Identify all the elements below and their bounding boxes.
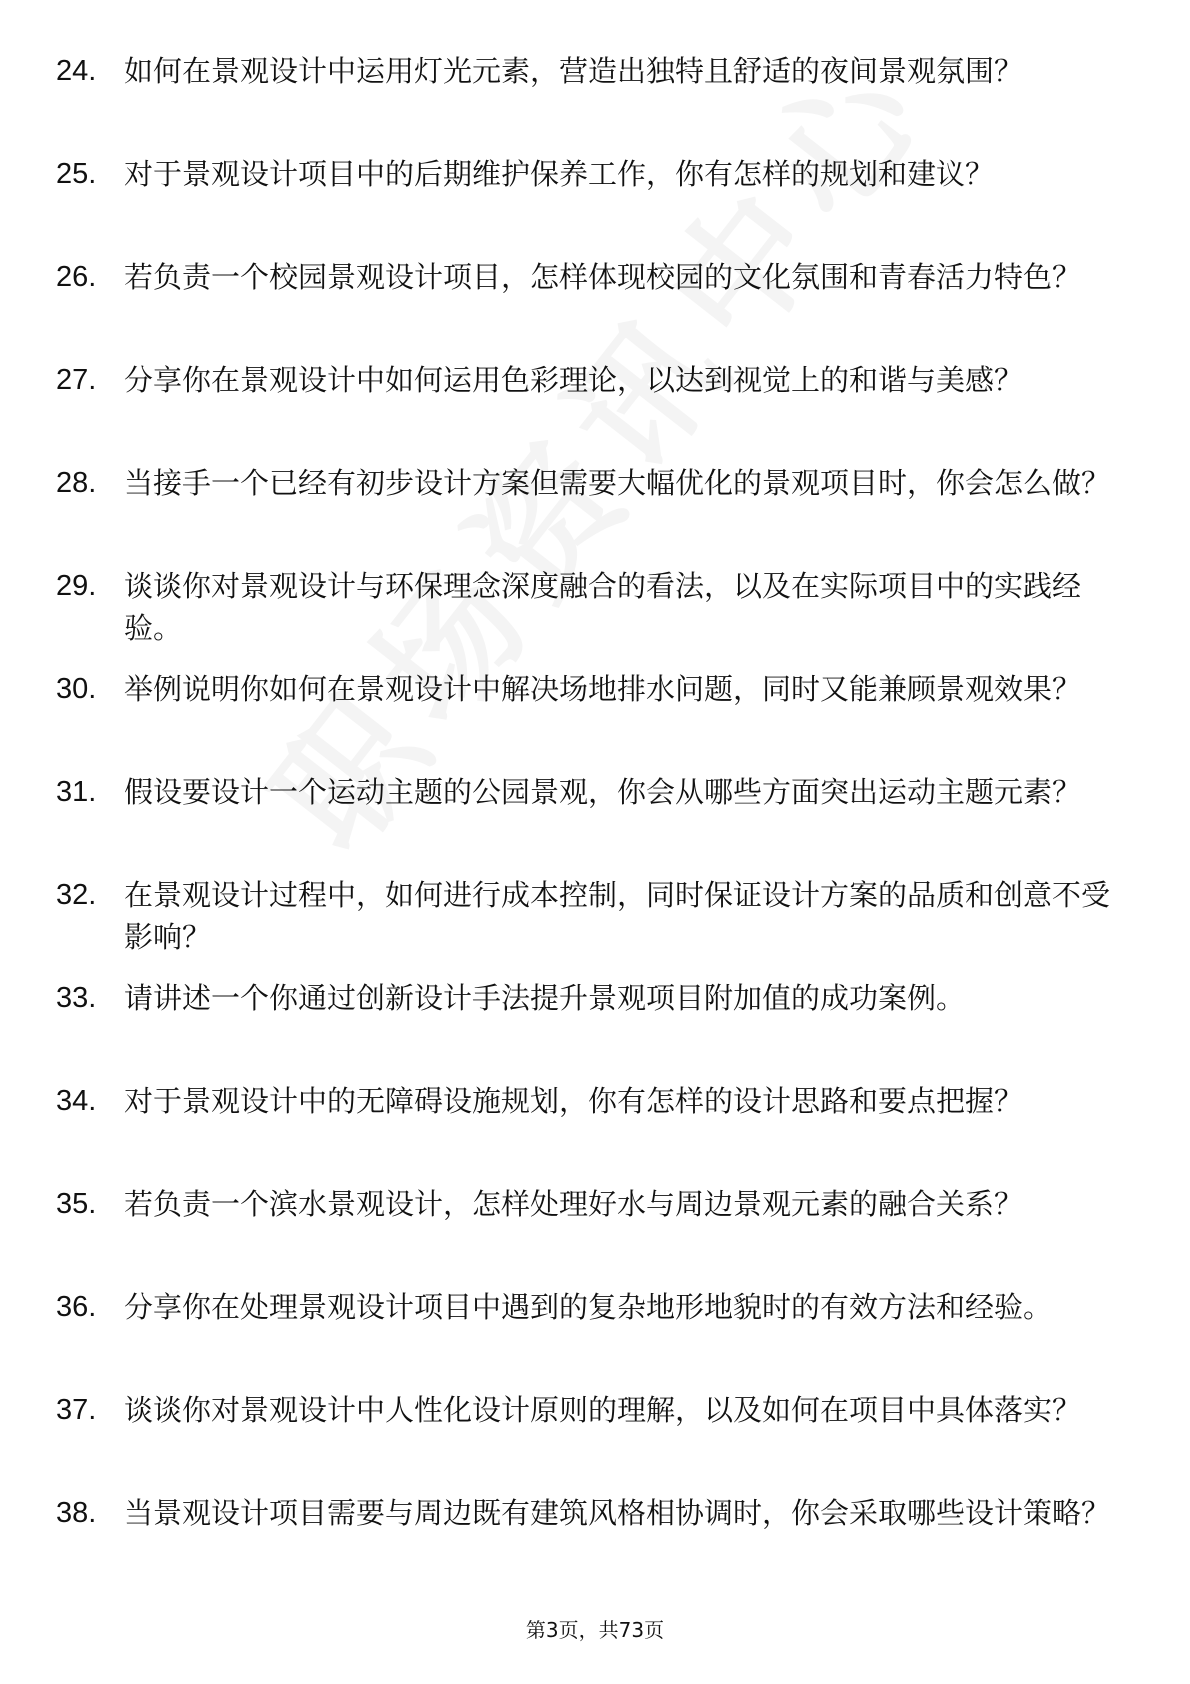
- question-item: [56, 874, 1116, 958]
- question-item: [56, 771, 1116, 855]
- question-number: 32.: [56, 879, 97, 911]
- question-number: 37.: [56, 1394, 97, 1426]
- question-item: [56, 977, 1116, 1061]
- question-text: 分享你在处理景观设计项目中遇到的复杂地形地貌时的有效方法和经验。: [124, 1290, 1053, 1324]
- question-item: [56, 1389, 1116, 1473]
- question-number: 29.: [56, 570, 97, 602]
- question-text: 谈谈你对景观设计与环保理念深度融合的看法，以及在实际项目中的实践经验。: [124, 569, 1082, 645]
- question-item: [56, 668, 1116, 752]
- question-item: [56, 50, 1116, 134]
- question-number: 27.: [56, 364, 97, 396]
- page-number-label: 第3页，共73页: [525, 1618, 665, 1642]
- question-text: 对于景观设计项目中的后期维护保养工作，你有怎样的规划和建议？: [124, 157, 995, 191]
- question-number: 35.: [56, 1188, 97, 1220]
- question-number: 26.: [56, 261, 97, 293]
- question-item: [56, 359, 1116, 443]
- question-number: 25.: [56, 158, 97, 190]
- question-list: [56, 50, 1116, 1595]
- page-footer: [0, 1614, 1190, 1643]
- question-number: 31.: [56, 776, 97, 808]
- question-number: 28.: [56, 467, 97, 499]
- question-item: [56, 462, 1116, 546]
- question-item: [56, 256, 1116, 340]
- question-text: 分享你在景观设计中如何运用色彩理论，以达到视觉上的和谐与美感？: [124, 363, 1024, 397]
- question-text: 谈谈你对景观设计中人性化设计原则的理解，以及如何在项目中具体落实？: [124, 1393, 1082, 1427]
- question-number: 38.: [56, 1497, 97, 1529]
- question-number: 34.: [56, 1085, 97, 1117]
- question-text: 请讲述一个你通过创新设计手法提升景观项目附加值的成功案例。: [124, 981, 966, 1015]
- question-number: 24.: [56, 55, 97, 87]
- question-number: 36.: [56, 1291, 97, 1323]
- question-text: 当接手一个已经有初步设计方案但需要大幅优化的景观项目时，你会怎么做？: [124, 466, 1111, 500]
- question-text: 在景观设计过程中，如何进行成本控制，同时保证设计方案的品质和创意不受影响？: [124, 878, 1111, 954]
- question-text: 若负责一个校园景观设计项目，怎样体现校园的文化氛围和青春活力特色？: [124, 260, 1082, 294]
- question-text: 对于景观设计中的无障碍设施规划，你有怎样的设计思路和要点把握？: [124, 1084, 1024, 1118]
- question-text: 假设要设计一个运动主题的公园景观，你会从哪些方面突出运动主题元素？: [124, 775, 1082, 809]
- question-item: [56, 1080, 1116, 1164]
- question-number: 30.: [56, 673, 97, 705]
- question-item: [56, 565, 1116, 649]
- question-text: 如何在景观设计中运用灯光元素，营造出独特且舒适的夜间景观氛围？: [124, 54, 1024, 88]
- question-item: [56, 1492, 1116, 1576]
- question-item: [56, 1286, 1116, 1370]
- question-number: 33.: [56, 982, 97, 1014]
- question-text: 举例说明你如何在景观设计中解决场地排水问题，同时又能兼顾景观效果？: [124, 672, 1082, 706]
- question-text: 若负责一个滨水景观设计，怎样处理好水与周边景观元素的融合关系？: [124, 1187, 1024, 1221]
- question-item: [56, 1183, 1116, 1267]
- question-item: [56, 153, 1116, 237]
- question-text: 当景观设计项目需要与周边既有建筑风格相协调时，你会采取哪些设计策略？: [124, 1496, 1111, 1530]
